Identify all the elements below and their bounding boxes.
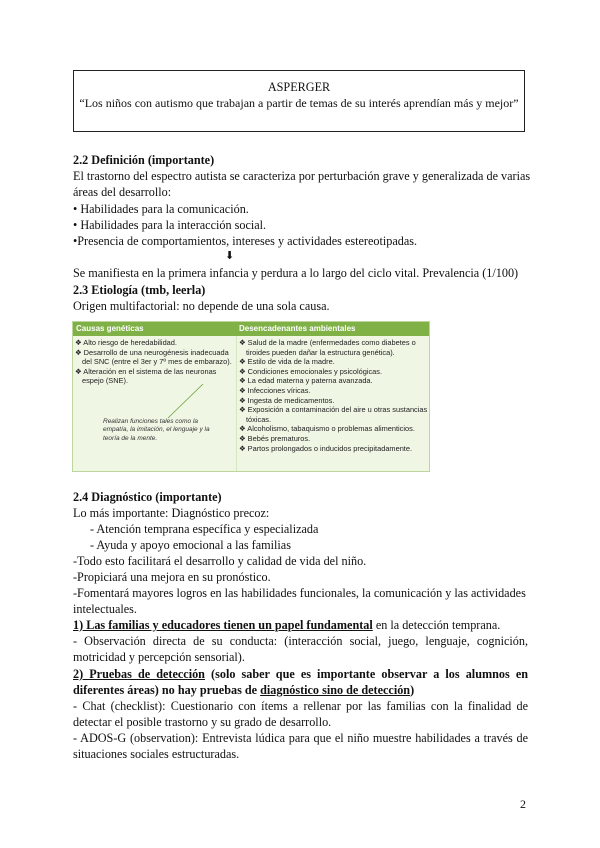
diagnosis-line: -Propiciará una mejora en su pronóstico. [73,570,271,584]
list-item: ❖ La edad materna y paterna avanzada. [239,376,373,386]
definition-conclusion: Se manifiesta en la primera infancia y perdura a lo largo del ciclo vital. Prevalencia (1/100) [73,266,519,280]
col2-header: Desencadenantes ambientales [239,324,356,333]
list-item: ❖ Alteración en el sistema de las neuronas espejo (SNE). [75,366,217,386]
definition-para-line2: áreas del desarrollo: [73,185,172,199]
diagnosis-dash-item: - Ayuda y apoyo emocional a las familias [90,538,291,552]
screening-tests-line2 [73,682,414,698]
etiology-table [72,321,430,472]
chat-line1: - Chat (checklist): Cuestionario con ítems a rellenar por las familias con la finalidad de [73,699,528,713]
asperger-quote-box [73,70,525,132]
diagnosis-intro: Lo más importante: Diagnóstico precoz: [73,506,270,520]
chat-line2: detectar el posible trastorno y su grado de desarrollo. [73,715,332,729]
etiology-text: Origen multifactorial: no depende de una sola causa. [73,299,330,313]
definition-para-line1: El trastorno del espectro autista se caracteriza por perturbación grave y generalizada de varias [73,169,531,183]
list-item: ❖ Bebés prematuros. [239,433,311,443]
list-item: ❖ Estilo de vida de la madre. [239,357,335,367]
screening-tests-line1 [73,666,528,682]
definition-bullet: • Habilidades para la interacción social. [73,218,267,232]
list-item: ❖ Ingesta de medicamentos. [239,395,335,405]
list-item: ❖ Condiciones emocionales y psicológicas. [239,366,383,376]
definition-bullet: • Habilidades para la comunicación. [73,202,249,216]
list-item: ❖ Alto riesgo de heredabilidad. [75,338,177,347]
definition-heading: 2.2 Definición (importante) [73,153,215,167]
closing-paren: ) [410,683,415,697]
families-paragraph [73,617,500,633]
diagnosis-dash-item: - Atención temprana específica y especializada [90,522,319,536]
list-item: ❖ Partos prolongados o inducidos precipitadamente. [239,443,413,453]
list-item: ❖ Desarrollo de una neurogénesis inadecuada del SNC (entre el 3er y 7º mes de embarazo). [75,347,232,367]
families-bold-text: 1) Las familias y educadores tienen un papel fundamental [73,618,373,632]
ados-line2: situaciones sociales estructuradas. [73,747,240,761]
list-item: ❖ Exposición a contaminación del aire u otras sustancias tóxicas. [239,405,428,424]
definition-bullet: •Presencia de comportamientos, intereses y actividades estereotipadas. [73,234,418,248]
quote-text: “Los niños con autismo que trabajan a partir de temas de su interés aprendían más y mejor” [79,96,519,110]
quote-title: ASPERGER [267,80,331,94]
detection-underlined-text: diagnóstico sino de detección [260,683,411,697]
etiology-heading: 2.3 Etiología (tmb, leerla) [73,283,206,297]
environmental-triggers-list [239,338,429,453]
mirror-neurons-note: Realizan funciones tales como la empatía, la imitación, el lenguaje y la teoría de la mente. [103,418,210,442]
screening-tests-text: diferentes áreas) no hay pruebas de [73,683,261,697]
diagnosis-line: -Todo esto facilitará el desarrollo y calidad de vida del niño. [73,554,367,568]
arrow-down-icon: ⬇ [225,250,235,262]
ados-line1: - ADOS-G (observation): Entrevista lúdica para que el niño muestre habilidades a través de [73,731,528,745]
observation-line1: - Observación directa de su conducta: (interacción social, juego, lenguaje, cognición, [73,634,528,648]
observation-line2: motricidad y percepción sensorial). [73,650,245,664]
col1-header: Causas genéticas [76,324,144,333]
page-number: 2 [520,797,526,811]
diagnosis-line: -Fomentará mayores logros en las habilidades funcionales, la comunicación y las actividades [73,586,526,600]
screening-tests-title: 2) Pruebas de detección [73,667,205,681]
list-item: ❖ Alcoholismo, tabaquismo o problemas alimenticios. [239,424,415,434]
screening-tests-note: (solo saber que es importante observar a los alumnos en [204,667,529,681]
list-item: ❖ Salud de la madre (enfermedades como diabetes o tiroides pueden dañar la estructura genética). [239,338,416,357]
list-item: ❖ Infecciones víricas. [239,385,311,395]
families-rest-text: en la detección temprana. [372,618,501,632]
diagnosis-heading: 2.4 Diagnóstico (importante) [73,490,222,504]
diagnosis-line: intelectuales. [73,602,137,616]
